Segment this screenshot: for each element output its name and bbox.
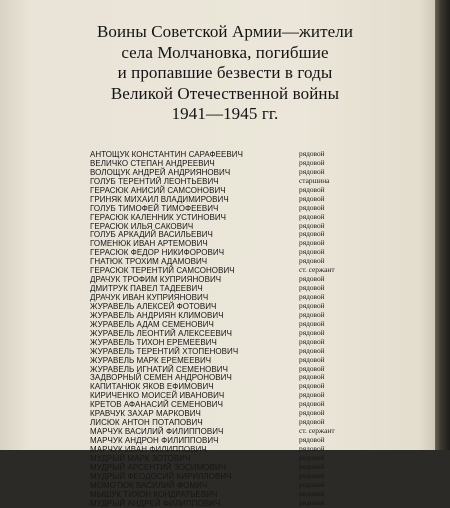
soldier-name: ЖУРАВЕЛЬ ЛЕОНТИЙ АЛЕКСЕЕВИЧ bbox=[90, 327, 233, 338]
heading-years: 1941—1945 гг. bbox=[171, 104, 279, 123]
soldier-rank: рядовой bbox=[299, 461, 325, 471]
soldier-rank: рядовой bbox=[299, 149, 325, 158]
soldier-rank: рядовой bbox=[299, 488, 325, 498]
soldier-name: ГОЛУБ ТЕРЕНТИЙ ЛЕОНТЬЕВИЧ bbox=[90, 175, 219, 186]
soldier-name: КАПИТАНЮК ЯКОВ ЕФИМОВИЧ bbox=[90, 381, 214, 392]
soldier-name: ЖУРАВЕЛЬ ИГНАТИЙ СЕМЕНОВИЧ bbox=[90, 363, 228, 374]
soldier-row bbox=[90, 499, 420, 508]
soldier-name: МАРЧУК ВАСИЛИЙ ФИЛИППОВИЧ bbox=[90, 426, 224, 437]
soldier-name: ЛИСЮК АНТОН ПОТАПОВИЧ bbox=[90, 417, 203, 428]
heading-line: Воины Советской Армии—жители bbox=[96, 22, 354, 41]
soldier-name: МАРЧУК АНДРОН ФИЛИППОВИЧ bbox=[90, 435, 219, 445]
soldier-rank: рядовой bbox=[299, 390, 325, 400]
soldier-rank: рядовой bbox=[299, 274, 325, 284]
soldier-rank: ст. сержант bbox=[299, 265, 335, 275]
soldier-name: ГОЛУБ АРКАДИЙ ВАСИЛЬЕВИЧ bbox=[90, 229, 213, 240]
soldier-name: ЖУРАВЕЛЬ МАРК ЕРЕМЕЕВИЧ bbox=[90, 354, 212, 365]
soldier-name: ГНАТЮК ТРОХИМ АДАМОВИЧ bbox=[90, 256, 208, 267]
soldier-rank: рядовой bbox=[299, 399, 325, 409]
soldier-name: КИРИЧЕНКО МОИСЕЙ ИВАНОВИЧ bbox=[90, 390, 225, 401]
soldier-rank: рядовой bbox=[299, 247, 325, 257]
soldier-rank: рядовой bbox=[299, 354, 325, 364]
soldier-rank: рядовой bbox=[299, 363, 325, 373]
soldier-rank: рядовой bbox=[299, 300, 325, 310]
soldier-name: МУДРЫЙ АРСЕНТИЙ ЗОСИМОВИЧ bbox=[90, 461, 227, 472]
soldier-name: ЖУРАВЕЛЬ АНДРИЯН КЛИМОВИЧ bbox=[90, 309, 224, 320]
soldier-name: ЖУРАВЕЛЬ ТИХОН ЕРЕМЕЕВИЧ bbox=[90, 336, 217, 347]
soldier-name: ГЕРАСЮК АНИСИЙ САМСОНОВИЧ bbox=[90, 184, 226, 195]
soldier-name: ЖУРАВЕЛЬ ТЕРЕНТИЙ ХТОПЕНОВИЧ bbox=[90, 345, 239, 356]
soldier-rank: рядовой bbox=[299, 184, 325, 194]
soldier-name: ЖУРАВЕЛЬ АДАМ СЕМЕНОВИЧ bbox=[90, 318, 214, 329]
soldier-rank: рядовой bbox=[299, 283, 325, 293]
soldier-rank: рядовой bbox=[299, 372, 325, 382]
soldier-rank: ст. сержант bbox=[299, 426, 335, 436]
soldier-name: МЫШУК ТИХОН КОНДРАТЬЕВИЧ bbox=[90, 488, 218, 499]
soldier-name: КРАВЧУК ЗАХАР МАРКОВИЧ bbox=[90, 408, 201, 419]
page-heading bbox=[40, 22, 410, 125]
soldier-list bbox=[90, 150, 420, 508]
soldier-rank: рядовой bbox=[299, 336, 325, 346]
soldier-name: ВЕЛИЧКО СТЕПАН АНДРЕЕВИЧ bbox=[90, 157, 215, 168]
heading-line: Великой Отечественной войны bbox=[110, 83, 340, 103]
soldier-rank: рядовой bbox=[299, 238, 325, 248]
soldier-rank: рядовой bbox=[299, 497, 325, 507]
soldier-rank: рядовой bbox=[299, 345, 325, 355]
soldier-name: МУДРЫЙ МАРК ЗОТОВИЧ bbox=[90, 452, 191, 463]
soldier-rank: рядовой bbox=[299, 408, 325, 418]
soldier-name: МОМОТЮК ВАСИЛИЙ ФОМИЧ bbox=[90, 479, 208, 490]
heading-line: села Молчановка, погибшие bbox=[121, 42, 329, 62]
soldier-rank: рядовой bbox=[299, 479, 325, 489]
soldier-name: ГЕРАСЮК ФЕДОР НИКИФОРОВИЧ bbox=[90, 247, 225, 258]
soldier-rank: рядовой bbox=[299, 435, 325, 444]
soldier-name: МУДРЫЙ АНДРЕЙ ФИЛИППОВИЧ bbox=[90, 497, 221, 508]
soldier-name: ГЕРАСЮК ТЕРЕНТИЙ САМСОНОВИЧ bbox=[90, 265, 235, 276]
soldier-name: ГЕРАСЮК ИЛЬЯ САКОВИЧ bbox=[90, 220, 194, 231]
heading-line: и пропавшие безвести в годы bbox=[117, 63, 333, 82]
soldier-rank: рядовой bbox=[299, 211, 325, 221]
soldier-rank: рядовой bbox=[299, 417, 325, 427]
soldier-rank: рядовой bbox=[299, 443, 325, 453]
soldier-rank: рядовой bbox=[299, 157, 325, 167]
soldier-rank: рядовой bbox=[299, 452, 325, 462]
soldier-name: ДМИТРУК ПАВЕЛ ТАДЕЕВИЧ bbox=[90, 283, 203, 294]
soldier-rank: рядовой bbox=[299, 318, 325, 328]
soldier-name: МАРЧУК ИВАН ФИЛИППОВИЧ bbox=[90, 443, 207, 454]
soldier-rank: рядовой bbox=[299, 292, 325, 301]
soldier-name: ЖУРАВЕЛЬ АЛЕКСЕЙ ФОТОВИЧ bbox=[90, 300, 217, 311]
soldier-name: ГОЛУБ ТИМОФЕЙ ТИМОФЕЕВИЧ bbox=[90, 202, 219, 213]
soldier-name: ГЕРАСЮК КАЛЕННИК УСТИНОВИЧ bbox=[90, 211, 227, 222]
soldier-name: ЗАДВОРНЫЙ СЕМЕН АНДРОНОВИЧ bbox=[90, 372, 232, 383]
soldier-rank: рядовой bbox=[299, 202, 325, 212]
soldier-name: ДРАЧУК ИВАН КУПРИЯНОВИЧ bbox=[90, 292, 209, 302]
soldier-rank: рядовой bbox=[299, 229, 325, 239]
soldier-name: ГОМЕНЮК ИВАН АРТЕМОВИЧ bbox=[90, 238, 208, 249]
soldier-rank: рядовой bbox=[299, 256, 325, 266]
soldier-rank: рядовой bbox=[299, 220, 325, 230]
soldier-name: ДРАЧУК ТРОФИМ КУПРИЯНОВИЧ bbox=[90, 274, 222, 285]
soldier-name: КРЕТОВ АФАНАСИЙ СЕМЕНОВИЧ bbox=[90, 399, 223, 410]
soldier-rank: рядовой bbox=[299, 193, 325, 203]
soldier-name: МУДРЫЙ ФЕОДОСИЙ КИРИЛЛОВИЧ bbox=[90, 470, 232, 481]
soldier-name: АНТОЩУК КОНСТАНТИН САРАФЕЕВИЧ bbox=[90, 149, 243, 159]
soldier-rank: рядовой bbox=[299, 381, 325, 391]
book-spine-edge bbox=[435, 0, 450, 450]
soldier-name: ВОЛОЩУК АНДРЕЙ АНДРИЯНОВИЧ bbox=[90, 166, 231, 177]
soldier-rank: рядовой bbox=[299, 470, 325, 480]
soldier-rank: рядовой bbox=[299, 166, 325, 176]
soldier-rank: рядовой bbox=[299, 309, 325, 319]
soldier-name: ГРИНЯК МИХАИЛ ВЛАДИМИРОВИЧ bbox=[90, 193, 229, 204]
soldier-rank: рядовой bbox=[299, 327, 325, 337]
soldier-rank: старшина bbox=[299, 175, 330, 185]
